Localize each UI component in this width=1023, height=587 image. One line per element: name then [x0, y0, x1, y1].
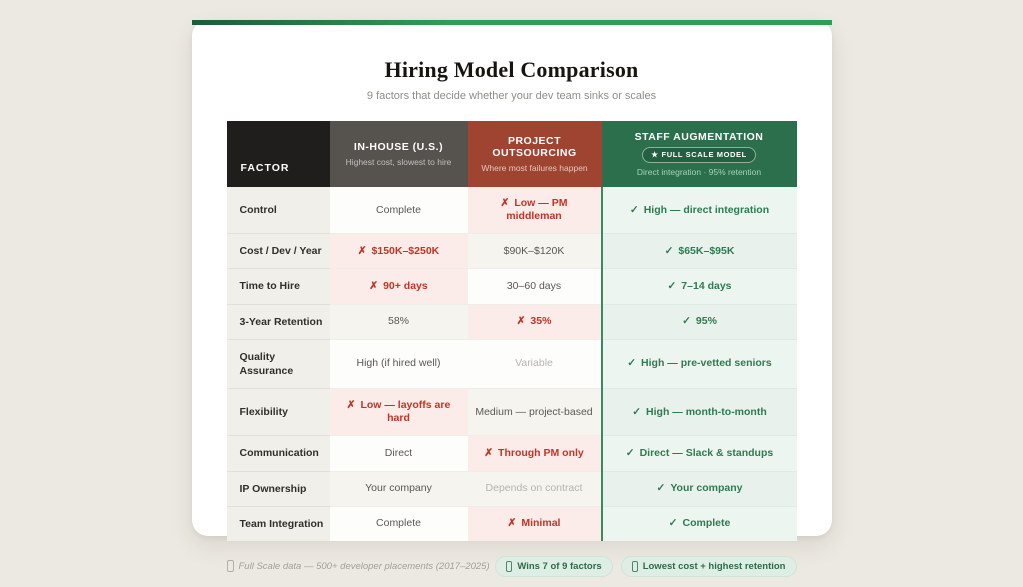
table-row	[227, 436, 797, 471]
cross-icon: ✗	[484, 446, 494, 459]
value-cell	[602, 389, 797, 436]
cross-icon: ✗	[500, 197, 510, 209]
emoji-fallback-icon	[506, 561, 512, 572]
table-row	[227, 187, 797, 234]
cross-icon: ✗	[507, 517, 517, 530]
emoji-fallback-icon	[632, 561, 638, 572]
cell-text: High — pre-vetted seniors	[641, 357, 772, 370]
cell-text: Complete	[376, 203, 421, 216]
page-subtitle: 9 factors that decide whether your dev team sinks or scales	[366, 90, 657, 102]
check-icon: ✓	[632, 405, 642, 418]
value-cell	[468, 389, 602, 436]
cell-text: High — month-to-month	[646, 405, 767, 418]
value-cell	[602, 471, 797, 506]
cell-text: $150K–$250K	[371, 244, 440, 257]
footer-badges	[495, 556, 796, 577]
cell-text: High — direct integration	[643, 203, 770, 216]
value-cell	[468, 436, 602, 471]
check-icon: ✓	[664, 244, 674, 257]
footer-note	[227, 560, 490, 572]
factor-cell: IP Ownership	[227, 471, 330, 506]
table-row	[227, 269, 797, 304]
card-footer	[227, 556, 797, 577]
comparison-card	[192, 20, 832, 572]
table-row	[227, 506, 797, 541]
table-row	[227, 471, 797, 506]
cell-text: 7–14 days	[681, 279, 732, 292]
value-cell	[468, 234, 602, 269]
value-cell	[330, 187, 468, 234]
cell-text: $90K–$120K	[503, 244, 565, 257]
factor-cell: Cost / Dev / Year	[227, 234, 330, 269]
column-title: IN-HOUSE (U.S.)	[353, 141, 444, 153]
page-title: Hiring Model Comparison	[384, 57, 639, 82]
check-icon: ✓	[682, 315, 691, 328]
value-cell	[602, 234, 797, 269]
value-cell	[468, 187, 602, 234]
value-cell	[468, 471, 602, 506]
cross-icon: ✗	[516, 315, 526, 328]
cell-text: Direct	[384, 446, 413, 459]
card-accent-bar	[192, 20, 832, 25]
footer-note-text: Full Scale data — 500+ developer placements (2017–2025)	[238, 560, 490, 572]
cell-text: Variable	[515, 357, 553, 370]
star-icon: ★	[651, 150, 659, 159]
cross-icon: ✗	[369, 279, 379, 292]
value-cell	[330, 339, 468, 388]
table-row	[227, 339, 797, 388]
value-cell	[602, 339, 797, 388]
badge-label: FULL SCALE MODEL	[661, 150, 747, 159]
value-cell	[602, 506, 797, 541]
cell-text: 90+ days	[383, 279, 428, 292]
value-cell	[468, 269, 602, 304]
cell-text: Complete	[682, 517, 731, 530]
cell-text: 95%	[695, 315, 717, 328]
cell-text: Low — PM middleman	[506, 197, 568, 223]
value-cell	[602, 187, 797, 234]
factor-cell: Time to Hire	[227, 269, 330, 304]
cell-text: Minimal	[521, 517, 561, 530]
cell-text: Direct — Slack & standups	[639, 446, 774, 459]
badge-label: Lowest cost + highest retention	[642, 560, 786, 572]
column-title: PROJECT OUTSOURCING	[492, 135, 577, 159]
value-cell	[330, 234, 468, 269]
cross-icon: ✗	[346, 399, 356, 412]
info-glyph-icon	[227, 560, 234, 572]
cell-text: Through PM only	[498, 446, 584, 459]
footer-badge	[495, 556, 612, 577]
column-title: STAFF AUGMENTATION	[634, 131, 764, 143]
value-cell	[468, 339, 602, 388]
column-subtitle: Direct integration · 95% retention	[636, 167, 762, 177]
value-cell	[602, 436, 797, 471]
value-cell	[330, 436, 468, 471]
cell-text: 35%	[530, 315, 552, 328]
value-cell	[330, 471, 468, 506]
check-icon: ✓	[656, 482, 666, 495]
factor-cell: Communication	[227, 436, 330, 471]
cell-text: Complete	[376, 517, 421, 530]
table-row	[227, 304, 797, 339]
table-row	[227, 389, 797, 436]
cell-text: Your company	[365, 482, 432, 495]
factor-cell: Quality Assurance	[227, 339, 330, 388]
value-cell	[468, 506, 602, 541]
comparison-table	[227, 121, 797, 541]
check-icon: ✓	[667, 279, 677, 292]
check-icon: ✓	[627, 357, 637, 370]
factor-cell: Team Integration	[227, 506, 330, 541]
cell-text: $65K–$95K	[678, 244, 735, 257]
cell-text: Low — layoffs are hard	[360, 399, 451, 425]
factor-cell: 3-Year Retention	[227, 304, 330, 339]
footer-badge	[621, 556, 797, 577]
column-subtitle: Where most failures happen	[481, 163, 588, 173]
value-cell	[330, 389, 468, 436]
value-cell	[602, 304, 797, 339]
badge-label: Wins 7 of 9 factors	[517, 560, 602, 572]
cell-text: Medium — project-based	[475, 405, 593, 418]
column-subtitle: Highest cost, slowest to hire	[345, 157, 452, 167]
value-cell	[330, 304, 468, 339]
cell-text: 58%	[387, 315, 409, 328]
table-body	[227, 187, 797, 541]
table-row	[227, 234, 797, 269]
cell-text: High (if hired well)	[356, 357, 441, 370]
header-row	[227, 121, 797, 187]
column-header-staff-augmentation	[602, 121, 797, 187]
value-cell	[330, 269, 468, 304]
check-icon: ✓	[629, 203, 639, 216]
column-header-outsourcing	[468, 121, 602, 187]
cell-text: Your company	[670, 482, 743, 495]
value-cell	[468, 304, 602, 339]
full-scale-model-badge	[642, 147, 756, 163]
value-cell	[330, 506, 468, 541]
factor-cell: Flexibility	[227, 389, 330, 436]
check-icon: ✓	[668, 517, 678, 530]
column-header-inhouse	[330, 121, 468, 187]
cross-icon: ✗	[357, 244, 367, 257]
check-icon: ✓	[625, 446, 635, 459]
factor-cell: Control	[227, 187, 330, 234]
factor-column-header: FACTOR	[227, 121, 330, 187]
cell-text: 30–60 days	[506, 279, 562, 292]
cell-text: Depends on contract	[485, 482, 583, 495]
value-cell	[602, 269, 797, 304]
